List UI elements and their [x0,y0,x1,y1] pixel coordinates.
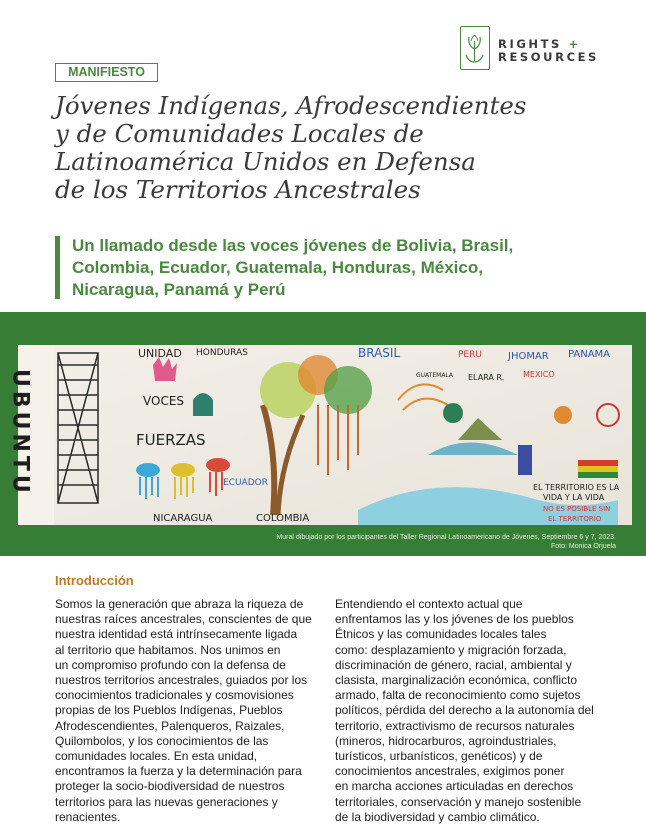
body-line: nuestra identidad está intrínsecamente ligada [55,627,298,642]
body-line: enfrentamos las y los jóvenes de los pueblos [335,612,574,627]
body-line: discriminación de género, racial, ambiental y [335,657,572,672]
body-line: políticos, pérdida del derecho a la autonomía del [335,703,594,718]
page-subtitle [72,235,592,301]
rights-resources-logo [460,26,620,74]
mural-brasil: BRASIL [358,346,401,360]
body-line: un compromiso profundo con la defensa de [55,657,286,672]
mural-ecuador: ECUADOR [223,478,268,488]
mural-guatemala: GUATEMALA [416,372,454,379]
body-line: (mineros, hidrocarburos, agroindustriales, [335,733,557,748]
mural-ubuntu: UBUNTU [7,369,33,497]
subtitle-line: Colombia, Ecuador, Guatemala, Honduras, México, [72,258,483,277]
body-line: como: desplazamiento y migración forzada, [335,642,567,657]
logo-plus: + [568,37,581,51]
logo-line2: RESOURCES [498,50,599,64]
intro-heading: Introducción [55,573,134,588]
body-line: de la biodiversidad y cambio climático. [335,809,540,824]
body-line: Quilombolos, y los conocimientos de las [55,733,269,748]
body-line: Étnicos y las comunidades locales tales [335,627,547,642]
logo-line1: RIGHTS [498,37,562,51]
mural-voces: VOCES [143,394,185,408]
body-line: encontramos la fuerza y la determinación para [55,764,302,779]
body-line: renacientes. [55,809,121,824]
right-column [335,597,600,825]
body-line: Entendiendo el contexto actual que [335,597,523,611]
mural-nicaragua: NICARAGUA [153,513,213,524]
body-line: Afrodescendientes, Palenqueros, Raizales, [55,718,285,733]
subtitle-line: Nicaragua, Panamá y Perú [72,280,286,299]
mural-caption [96,533,616,551]
title-line: Latinoamérica Unidos en Defensa [55,147,476,176]
body-line: comunidades locales. En esta unidad, [55,749,258,764]
body-line: conocimientos ancestrales, exigimos poner [335,764,565,779]
body-line: propias de los Pueblos Indígenas, Pueblos [55,703,283,718]
mural-bottom-right-3: NO ES POSIBLE SIN [543,505,611,513]
mural-jhomar: JHOMAR [508,351,549,362]
caption-line: Foto: Monica Orjuela [551,543,616,550]
body-line: territorio, extractivismo de recursos naturales [335,718,575,733]
mural-panama: PANAMA [568,349,611,360]
body-line: nuestros territorios ancestrales, guiados por los [55,673,308,688]
body-line: armado, falta de reconocimiento como sujetos [335,688,581,703]
title-line: y de Comunidades Locales de [55,119,424,148]
subtitle-accent-bar [55,236,60,299]
mural-bottom-right-2: VIDA Y LA VIDA [543,493,605,502]
manifesto-tag: MANIFIESTO [55,63,158,82]
mural-colombia: COLOMBIA [256,513,310,524]
body-line: Somos la generación que abraza la riqueza de [55,597,304,611]
mural-image [7,345,632,525]
page-title [55,92,575,204]
title-line: de los Territorios Ancestrales [55,175,421,204]
mural-bottom-right-4: EL TERRITORIO [548,515,602,523]
hands-plants-icon [460,26,490,70]
body-line: clasista, marginalización económica, conflicto [335,673,578,688]
mural-honduras: HONDURAS [196,348,248,358]
body-line: en marcha acciones articuladas en derechos [335,779,574,794]
mural-peru: PERU [458,350,482,360]
logo-text [498,38,599,64]
body-line: proteger la socio-biodiversidad de nuestros [55,779,285,794]
body-line: turísticos, urbanísticos, genéticos) y de [335,749,543,764]
body-line: nuestras raíces ancestrales, conscientes de que [55,612,312,627]
mural-mexico: MEXICO [523,370,555,379]
title-line: Jóvenes Indígenas, Afrodescendientes [55,91,527,120]
body-line: conocimientos tradicionales y cosmovisiones [55,688,294,703]
mural-unidad: UNIDAD [138,347,182,360]
body-line: territoriales, conservación y manejo sostenible [335,794,582,809]
left-column [55,597,320,825]
body-line: territorios para las nuevas generaciones y [55,794,278,809]
subtitle-line: Un llamado desde las voces jóvenes de Bolivia, Brasil, [72,236,514,255]
mural-elara: ELARA R. [468,373,505,382]
body-line: al territorio que habitamos. Nos unimos en [55,642,281,657]
caption-line: Mural dibujado por los participantes del Taller Regional Latinoamericano de Jóvenes, Septiembre 6 y 7, 2023. [276,534,616,541]
mural-fuerzas: FUERZAS [136,431,206,449]
mural-bottom-right-1: EL TERRITORIO ES LA [533,483,620,492]
